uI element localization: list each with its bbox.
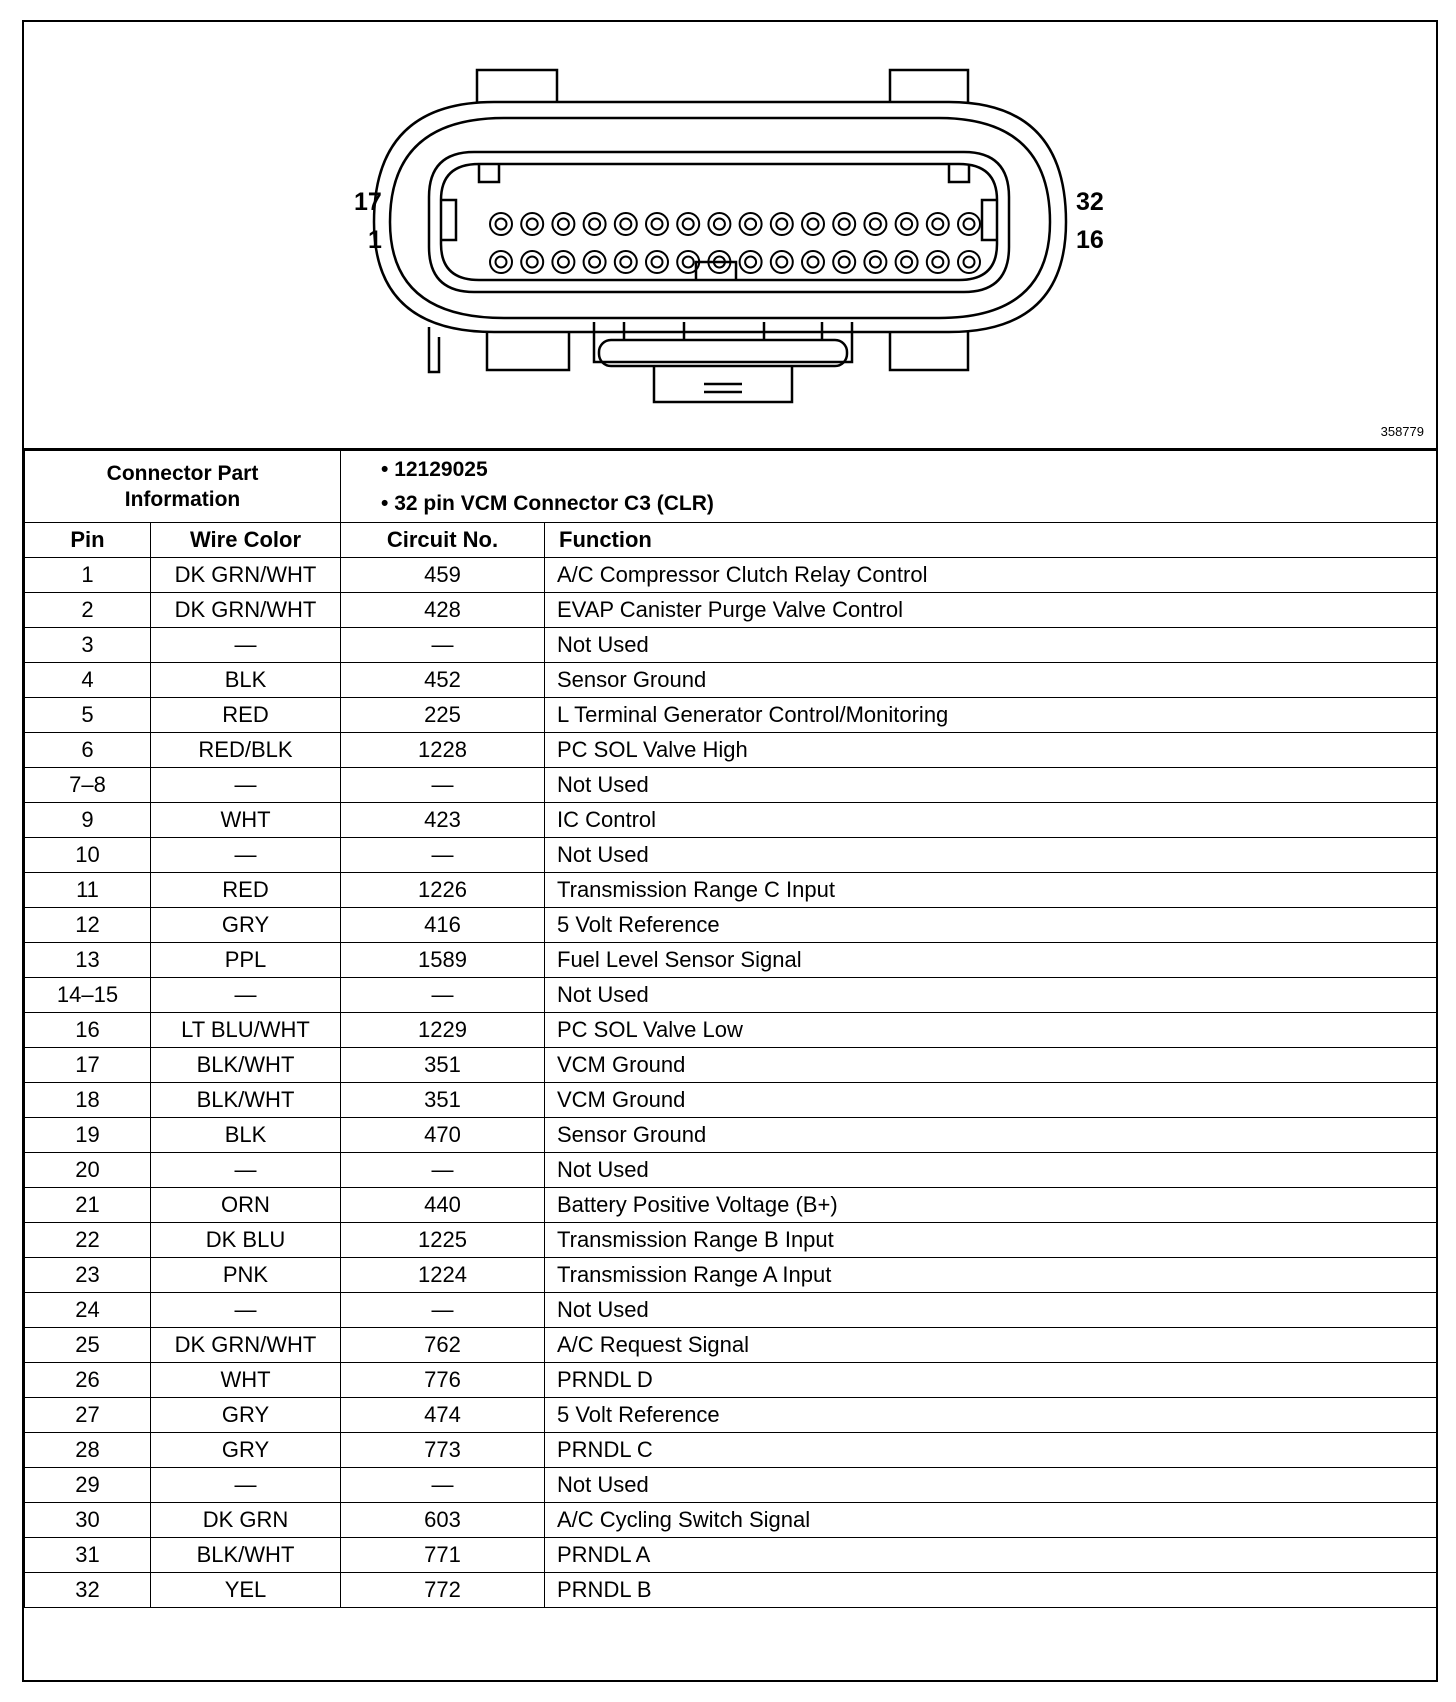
- table-row: [25, 1153, 1437, 1188]
- wire-color-cell: RED: [151, 698, 341, 733]
- pin-hole: [615, 251, 637, 273]
- connector-part-number: • 12129025: [381, 457, 488, 481]
- pin-hole-contact: [496, 257, 507, 268]
- table-row: [25, 1013, 1437, 1048]
- pin-cell: 3: [25, 628, 151, 663]
- circuit-cell: 452: [341, 663, 545, 698]
- wire-color-cell: WHT: [151, 803, 341, 838]
- pin-cell: 29: [25, 1468, 151, 1503]
- pin-hole: [896, 251, 918, 273]
- pin-hole: [864, 213, 886, 235]
- circuit-cell: —: [341, 1153, 545, 1188]
- circuit-cell: 1224: [341, 1258, 545, 1293]
- circuit-cell: 474: [341, 1398, 545, 1433]
- connector-info-row: [25, 451, 1437, 523]
- function-cell: PRNDL C: [545, 1433, 1437, 1468]
- wire-color-cell: ORN: [151, 1188, 341, 1223]
- pin-hole: [896, 213, 918, 235]
- pin-hole: [490, 213, 512, 235]
- circuit-cell: 1225: [341, 1223, 545, 1258]
- function-cell: Not Used: [545, 838, 1437, 873]
- table-row: [25, 1433, 1437, 1468]
- pin-hole-contact: [558, 257, 569, 268]
- pin-hole-contact: [652, 219, 663, 230]
- table-row: [25, 628, 1437, 663]
- table-row: [25, 1118, 1437, 1153]
- pin-label-16: 16: [1076, 226, 1104, 254]
- pin-hole: [552, 251, 574, 273]
- circuit-cell: 470: [341, 1118, 545, 1153]
- function-cell: Not Used: [545, 978, 1437, 1013]
- pin-hole-contact: [683, 257, 694, 268]
- key-left: [441, 200, 456, 240]
- wire-color-cell: BLK: [151, 663, 341, 698]
- circuit-cell: 773: [341, 1433, 545, 1468]
- circuit-cell: —: [341, 838, 545, 873]
- pin-hole: [833, 251, 855, 273]
- wire-color-cell: GRY: [151, 1433, 341, 1468]
- pin-cell: 12: [25, 908, 151, 943]
- pin-hole-contact: [589, 219, 600, 230]
- pin-cell: 20: [25, 1153, 151, 1188]
- function-cell: A/C Cycling Switch Signal: [545, 1503, 1437, 1538]
- pin-hole-contact: [932, 219, 943, 230]
- pin-hole-contact: [776, 257, 787, 268]
- bottom-right-latch: [890, 332, 968, 370]
- pin-hole: [490, 251, 512, 273]
- pin-hole-contact: [496, 219, 507, 230]
- table-row: [25, 663, 1437, 698]
- pin-hole-contact: [527, 219, 538, 230]
- wire-color-cell: BLK/WHT: [151, 1083, 341, 1118]
- function-cell: 5 Volt Reference: [545, 1398, 1437, 1433]
- table-row: [25, 768, 1437, 803]
- pin-hole-contact: [745, 257, 756, 268]
- function-cell: Not Used: [545, 1153, 1437, 1188]
- function-cell: 5 Volt Reference: [545, 908, 1437, 943]
- function-cell: VCM Ground: [545, 1083, 1437, 1118]
- table-row: [25, 978, 1437, 1013]
- wire-color-cell: —: [151, 1293, 341, 1328]
- pin-hole: [646, 213, 668, 235]
- pin-cell: 32: [25, 1573, 151, 1608]
- pin-hole-contact: [652, 257, 663, 268]
- header-pin: Pin: [25, 523, 151, 558]
- key-top-left: [479, 164, 499, 182]
- table-header-row: [25, 523, 1437, 558]
- center-lock-frame: [594, 322, 852, 362]
- pin-hole: [802, 251, 824, 273]
- table-row: [25, 733, 1437, 768]
- pin-cell: 27: [25, 1398, 151, 1433]
- pin-label-32: 32: [1076, 188, 1104, 216]
- pin-cell: 2: [25, 593, 151, 628]
- wire-color-cell: —: [151, 838, 341, 873]
- function-cell: Fuel Level Sensor Signal: [545, 943, 1437, 978]
- pin-hole-contact: [527, 257, 538, 268]
- pin-hole: [740, 213, 762, 235]
- circuit-cell: 1589: [341, 943, 545, 978]
- circuit-cell: 771: [341, 1538, 545, 1573]
- wire-color-cell: WHT: [151, 1363, 341, 1398]
- connector-diagram: [24, 22, 1436, 450]
- wire-color-cell: BLK: [151, 1118, 341, 1153]
- pin-hole: [927, 251, 949, 273]
- connector-info-label-line1: Connector Part: [106, 461, 259, 485]
- header-function: Function: [545, 523, 1437, 558]
- circuit-cell: 1228: [341, 733, 545, 768]
- circuit-cell: 351: [341, 1083, 545, 1118]
- table-row: [25, 698, 1437, 733]
- function-cell: EVAP Canister Purge Valve Control: [545, 593, 1437, 628]
- table-row: [25, 908, 1437, 943]
- pin-hole: [833, 213, 855, 235]
- figure-number: 358779: [1380, 424, 1424, 439]
- wire-color-cell: DK GRN/WHT: [151, 1328, 341, 1363]
- circuit-cell: 762: [341, 1328, 545, 1363]
- pin-hole: [771, 213, 793, 235]
- table-row: [25, 1363, 1437, 1398]
- pin-hole: [771, 251, 793, 273]
- pin-cell: 16: [25, 1013, 151, 1048]
- table-row: [25, 1258, 1437, 1293]
- table-row: [25, 1538, 1437, 1573]
- pin-hole-contact: [808, 219, 819, 230]
- pin-hole-contact: [620, 219, 631, 230]
- wire-color-cell: DK GRN/WHT: [151, 593, 341, 628]
- pin-hole-contact: [808, 257, 819, 268]
- pin-hole: [740, 251, 762, 273]
- function-cell: Transmission Range B Input: [545, 1223, 1437, 1258]
- pin-hole-contact: [932, 257, 943, 268]
- wire-color-cell: BLK/WHT: [151, 1538, 341, 1573]
- circuit-cell: 603: [341, 1503, 545, 1538]
- wire-color-cell: PPL: [151, 943, 341, 978]
- pin-hole-contact: [964, 257, 975, 268]
- pin-hole-contact: [776, 219, 787, 230]
- circuit-cell: 416: [341, 908, 545, 943]
- wire-color-cell: RED: [151, 873, 341, 908]
- pin-cell: 23: [25, 1258, 151, 1293]
- wire-color-cell: —: [151, 978, 341, 1013]
- circuit-cell: 440: [341, 1188, 545, 1223]
- pin-cell: 31: [25, 1538, 151, 1573]
- table-row: [25, 1503, 1437, 1538]
- pin-hole: [802, 213, 824, 235]
- pin-hole: [708, 213, 730, 235]
- table-row: [25, 803, 1437, 838]
- function-cell: A/C Request Signal: [545, 1328, 1437, 1363]
- connector-info-label-line2: Information: [124, 487, 241, 511]
- pin-hole-contact: [870, 257, 881, 268]
- wire-color-cell: —: [151, 768, 341, 803]
- pin-hole: [584, 251, 606, 273]
- function-cell: Not Used: [545, 768, 1437, 803]
- top-left-latch: [477, 70, 557, 102]
- pin-cell: 1: [25, 558, 151, 593]
- table-row: [25, 873, 1437, 908]
- function-cell: PC SOL Valve Low: [545, 1013, 1437, 1048]
- pin-cell: 10: [25, 838, 151, 873]
- pin-cell: 21: [25, 1188, 151, 1223]
- pinout-table: [24, 450, 1437, 1608]
- bottom-left-latch: [487, 332, 569, 370]
- table-row: [25, 1573, 1437, 1608]
- circuit-cell: 459: [341, 558, 545, 593]
- circuit-cell: 772: [341, 1573, 545, 1608]
- connector-info-values: [341, 451, 1437, 523]
- pin-cell: 19: [25, 1118, 151, 1153]
- pin-hole-contact: [839, 219, 850, 230]
- function-cell: Battery Positive Voltage (B+): [545, 1188, 1437, 1223]
- pin-hole: [864, 251, 886, 273]
- pin-hole-contact: [714, 219, 725, 230]
- table-row: [25, 1398, 1437, 1433]
- top-right-latch: [890, 70, 968, 102]
- pin-hole: [615, 213, 637, 235]
- pin-hole: [552, 213, 574, 235]
- pin-cell: 4: [25, 663, 151, 698]
- function-cell: Transmission Range C Input: [545, 873, 1437, 908]
- pin-hole-contact: [901, 219, 912, 230]
- function-cell: Not Used: [545, 1468, 1437, 1503]
- table-row: [25, 1188, 1437, 1223]
- wire-color-cell: —: [151, 1468, 341, 1503]
- pin-hole-contact: [589, 257, 600, 268]
- wire-color-cell: GRY: [151, 908, 341, 943]
- table-row: [25, 1293, 1437, 1328]
- pin-hole: [521, 213, 543, 235]
- circuit-cell: 776: [341, 1363, 545, 1398]
- pin-hole-contact: [558, 219, 569, 230]
- pin-cell: 22: [25, 1223, 151, 1258]
- function-cell: Not Used: [545, 628, 1437, 663]
- wire-color-cell: GRY: [151, 1398, 341, 1433]
- header-wire-color: Wire Color: [151, 523, 341, 558]
- pin-cell: 25: [25, 1328, 151, 1363]
- wire-color-cell: BLK/WHT: [151, 1048, 341, 1083]
- wire-color-cell: YEL: [151, 1573, 341, 1608]
- circuit-cell: —: [341, 628, 545, 663]
- table-row: [25, 943, 1437, 978]
- function-cell: L Terminal Generator Control/Monitoring: [545, 698, 1437, 733]
- pin-cell: 11: [25, 873, 151, 908]
- wire-color-cell: DK GRN: [151, 1503, 341, 1538]
- bottom-left-clip: [429, 327, 439, 372]
- table-row: [25, 1083, 1437, 1118]
- table-row: [25, 838, 1437, 873]
- pin-cell: 9: [25, 803, 151, 838]
- pin-hole: [646, 251, 668, 273]
- pin-hole-contact: [870, 219, 881, 230]
- connector-face-drawing: [24, 22, 1436, 448]
- pin-hole: [677, 213, 699, 235]
- pin-hole-contact: [964, 219, 975, 230]
- wire-color-cell: RED/BLK: [151, 733, 341, 768]
- pin-cell: 13: [25, 943, 151, 978]
- pin-cell: 28: [25, 1433, 151, 1468]
- wire-color-cell: —: [151, 1153, 341, 1188]
- pin-cell: 5: [25, 698, 151, 733]
- table-row: [25, 593, 1437, 628]
- circuit-cell: 225: [341, 698, 545, 733]
- pin-cell: 26: [25, 1363, 151, 1398]
- pin-cell: 18: [25, 1083, 151, 1118]
- wire-color-cell: DK GRN/WHT: [151, 558, 341, 593]
- function-cell: PRNDL D: [545, 1363, 1437, 1398]
- pin-label-1: 1: [368, 226, 382, 254]
- connector-info-label: [25, 451, 341, 523]
- function-cell: VCM Ground: [545, 1048, 1437, 1083]
- function-cell: PRNDL B: [545, 1573, 1437, 1608]
- pin-cell: 24: [25, 1293, 151, 1328]
- connector-sheet: [22, 20, 1438, 1682]
- function-cell: Sensor Ground: [545, 1118, 1437, 1153]
- pin-cell: 7–8: [25, 768, 151, 803]
- function-cell: IC Control: [545, 803, 1437, 838]
- pin-label-17: 17: [354, 188, 382, 216]
- function-cell: PC SOL Valve High: [545, 733, 1437, 768]
- key-right: [982, 200, 997, 240]
- pin-hole: [958, 251, 980, 273]
- function-cell: PRNDL A: [545, 1538, 1437, 1573]
- circuit-cell: —: [341, 1293, 545, 1328]
- circuit-cell: 351: [341, 1048, 545, 1083]
- wire-color-cell: DK BLU: [151, 1223, 341, 1258]
- circuit-cell: 423: [341, 803, 545, 838]
- key-top-right: [949, 164, 969, 182]
- circuit-cell: 428: [341, 593, 545, 628]
- pin-cell: 14–15: [25, 978, 151, 1013]
- pin-hole: [958, 213, 980, 235]
- circuit-cell: —: [341, 768, 545, 803]
- pin-hole: [521, 251, 543, 273]
- pin-hole: [927, 213, 949, 235]
- table-row: [25, 1328, 1437, 1363]
- pin-cell: 17: [25, 1048, 151, 1083]
- pin-hole-contact: [745, 219, 756, 230]
- connector-description: • 32 pin VCM Connector C3 (CLR): [381, 491, 714, 515]
- function-cell: Sensor Ground: [545, 663, 1437, 698]
- circuit-cell: —: [341, 978, 545, 1013]
- pin-hole: [584, 213, 606, 235]
- inner-cavity: [429, 152, 1009, 292]
- pin-hole-contact: [683, 219, 694, 230]
- table-row: [25, 1223, 1437, 1258]
- center-lock-tab-lines: [704, 384, 742, 392]
- pin-cell: 6: [25, 733, 151, 768]
- table-row: [25, 1048, 1437, 1083]
- pin-hole-contact: [839, 257, 850, 268]
- wire-color-cell: PNK: [151, 1258, 341, 1293]
- circuit-cell: 1226: [341, 873, 545, 908]
- table-row: [25, 1468, 1437, 1503]
- function-cell: Transmission Range A Input: [545, 1258, 1437, 1293]
- outer-housing: [374, 102, 1066, 332]
- function-cell: A/C Compressor Clutch Relay Control: [545, 558, 1437, 593]
- wire-color-cell: —: [151, 628, 341, 663]
- header-circuit-no: Circuit No.: [341, 523, 545, 558]
- circuit-cell: —: [341, 1468, 545, 1503]
- function-cell: Not Used: [545, 1293, 1437, 1328]
- pin-hole-contact: [620, 257, 631, 268]
- pin-hole-contact: [901, 257, 912, 268]
- circuit-cell: 1229: [341, 1013, 545, 1048]
- pin-cell: 30: [25, 1503, 151, 1538]
- table-row: [25, 558, 1437, 593]
- wire-color-cell: LT BLU/WHT: [151, 1013, 341, 1048]
